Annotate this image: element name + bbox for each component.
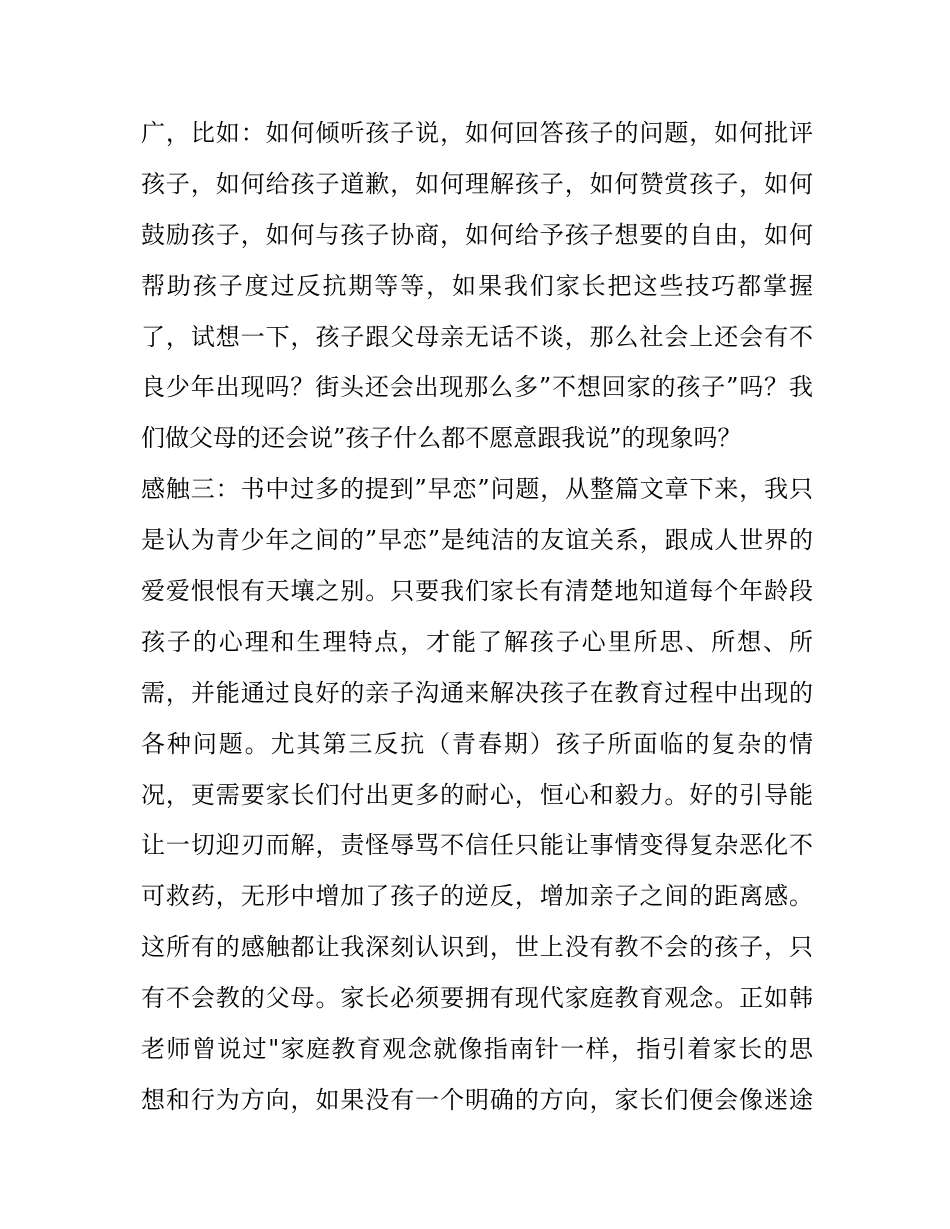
text-line: 想和行为方向，如果没有一个明确的方向，家长们便会像迷途 (141, 1085, 813, 1114)
paragraph-parenting-skills (141, 108, 813, 464)
text-line: 可救药，无形中增加了孩子的逆反，增加亲子之间的距离感。 (141, 882, 813, 911)
text-line: 良少年出现吗？街头还会出现那么多”不想回家的孩子”吗？我 (141, 373, 813, 402)
text-line: 有不会教的父母。家长必须要拥有现代家庭教育观念。正如韩 (141, 984, 813, 1013)
text-line: 是认为青少年之间的”早恋”是纯洁的友谊关系，跟成人世界的 (141, 526, 813, 555)
text-line: 广，比如：如何倾听孩子说，如何回答孩子的问题，如何批评 (141, 119, 813, 147)
paragraph-reflection-three (141, 464, 813, 1126)
text-line: 感触三：书中过多的提到”早恋”问题，从整篇文章下来，我只 (141, 475, 813, 504)
text-line: 孩子，如何给孩子道歉，如何理解孩子，如何赞赏孩子，如何 (141, 169, 813, 198)
text-line: 们做父母的还会说”孩子什么都不愿意跟我说”的现象吗？ (141, 424, 742, 453)
text-line: 况，更需要家长们付出更多的耐心，恒心和毅力。好的引导能 (141, 780, 813, 809)
text-line: 帮助孩子度过反抗期等等，如果我们家长把这些技巧都掌握 (141, 271, 813, 300)
text-line: 各种问题。尤其第三反抗（青春期）孩子所面临的复杂的情 (141, 729, 813, 758)
text-line: 需，并能通过良好的亲子沟通来解决孩子在教育过程中出现的 (141, 678, 813, 707)
document-body (141, 108, 813, 1126)
text-line: 爱爱恨恨有天壤之别。只要我们家长有清楚地知道每个年龄段 (141, 577, 813, 606)
text-line: 孩子的心理和生理特点，才能了解孩子心里所思、所想、所 (141, 627, 813, 656)
text-line: 鼓励孩子，如何与孩子协商，如何给予孩子想要的自由，如何 (141, 220, 813, 249)
text-line: 老师曾说过"家庭教育观念就像指南针一样，指引着家长的思 (141, 1035, 813, 1064)
text-line: 了，试想一下，孩子跟父母亲无话不谈，那么社会上还会有不 (141, 322, 813, 351)
text-line: 这所有的感触都让我深刻认识到，世上没有教不会的孩子，只 (141, 933, 813, 962)
text-line: 让一切迎刃而解，责怪辱骂不信任只能让事情变得复杂恶化不 (141, 831, 813, 860)
